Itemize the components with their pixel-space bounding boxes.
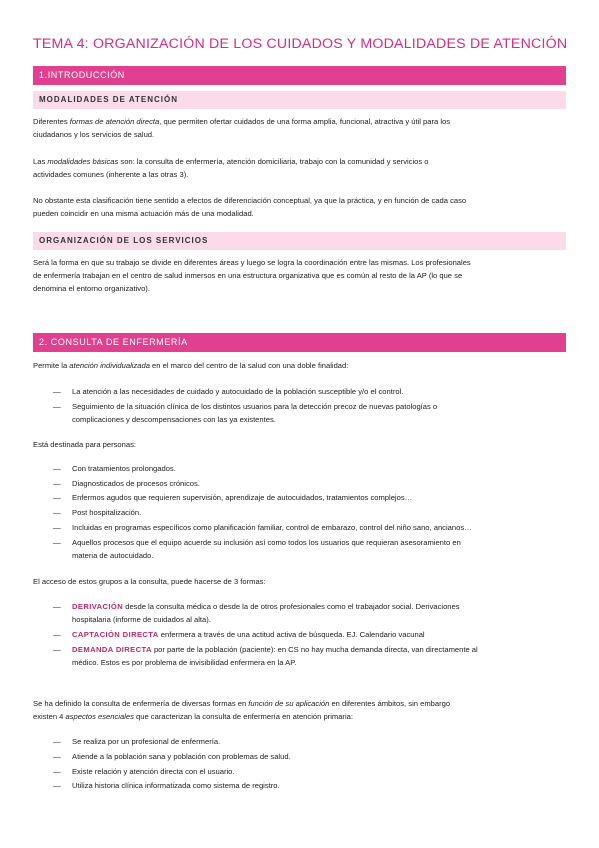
list-item: — Enfermos agudos que requieren supervisión, aprendizaje de autocuidados, tratamientos complejos… [53,493,413,502]
list-item: — Seguimiento de la situación clínica de los distintos usuarios para la detección precoz de nuevas patologías o complicaciones y descompensaciones con las ya existentes. [53,402,438,424]
list-item: — DERIVACIÓN desde la consulta médica o desde la de otros profesionales como el trabajador social. Derivaciones hospitalaria (informe de cuidados al alta). [53,602,460,624]
list-item: — Post hospitalización. [53,508,142,517]
paragraph-consulta-intro: Permite la atención individualizada en el marco del centro de la salud con una doble finalidad: [33,361,349,370]
paragraph-destinada: Está destinada para personas: [33,440,137,449]
list-item: — Incluidas en programas específicos como planificación familiar, control de embarazo, control del niño sano, ancianos… [53,523,472,532]
list-item: — La atención a las necesidades de cuidado y autocuidado de la población susceptible y/o el control. [53,387,404,396]
list-item: — DEMANDA DIRECTA por parte de la población (paciente): en CS no hay mucha demanda directa, van directamente al médico. Estos es por problema de invisibilidad enfermera en la AP. [53,645,478,667]
list-item: — Existe relación y atención directa con el usuario. [53,767,235,776]
paragraph-clasificacion: No obstante esta clasificación tiene sentido a efectos de diferenciación conceptual, ya que la práctica, y en función de cada caso pueden coincidir en una misma actuación más de una modalidad. [33,196,467,218]
paragraph-definido: Se ha definido la consulta de enfermería de diversas formas en función de su aplicación en diferentes ámbitos, sin embargo existen 4 aspectos esenciales que caracterizan la consulta de enfermería en atención primaria: [33,699,451,721]
section-heading-consulta: 2. CONSULTA DE ENFERMERÍA [33,333,566,352]
subheading-organizacion: ORGANIZACIÓN DE LOS SERVICIOS [33,232,566,250]
list-item: — Utiliza historia clínica informatizada como sistema de registro. [53,781,280,790]
paragraph-acceso: El acceso de estos grupos a la consulta, puede hacerse de 3 formas: [33,577,266,586]
section-heading-introduccion: 1.INTRODUCCIÓN [33,66,566,85]
paragraph-modalidades-basicas: Las modalidades básicas son: la consulta de enfermería, atención domiciliaria, trabajo con la comunidad y servicios o actividades comunes (inherente a las otras 3). [33,157,429,179]
list-item: — Diagnosticados de procesos crónicos. [53,479,200,488]
paragraph-formas-atencion: Diferentes formas de atención directa, que permiten ofertar cuidados de una forma amplia, funcional, atractiva y útil para los ciudadanos y los servicios de salud. [33,117,451,139]
list-item: — Se realiza por un profesional de enfermería. [53,737,221,746]
list-item: — Aquellos procesos que el equipo acuerde su inclusión así como todos los usuarios que requieran asesoramiento en materia de autocuidado. [53,538,461,560]
list-item: — CAPTACIÓN DIRECTA enfermera a través de una actitud activa de búsqueda. EJ. Calendario vacunal [53,630,425,639]
paragraph-organizacion: Será la forma en que su trabajo se divide en diferentes áreas y luego se logra la coordinación entre las mismas. Los profesionales de enfermería trabajan en el centro de salud inmersos en una estructura organizativa que es común al resto de la AP (lo que se denomina el entorno organizativo). [33,258,471,293]
page-title: TEMA 4: ORGANIZACIÓN DE LOS CUIDADOS Y MODALIDADES DE ATENCIÓN [33,36,568,52]
subheading-modalidades: MODALIDADES DE ATENCIÓN [33,91,566,109]
list-item: — Atiende a la población sana y población con problemas de salud. [53,752,291,761]
list-item: — Con tratamientos prolongados. [53,464,176,473]
